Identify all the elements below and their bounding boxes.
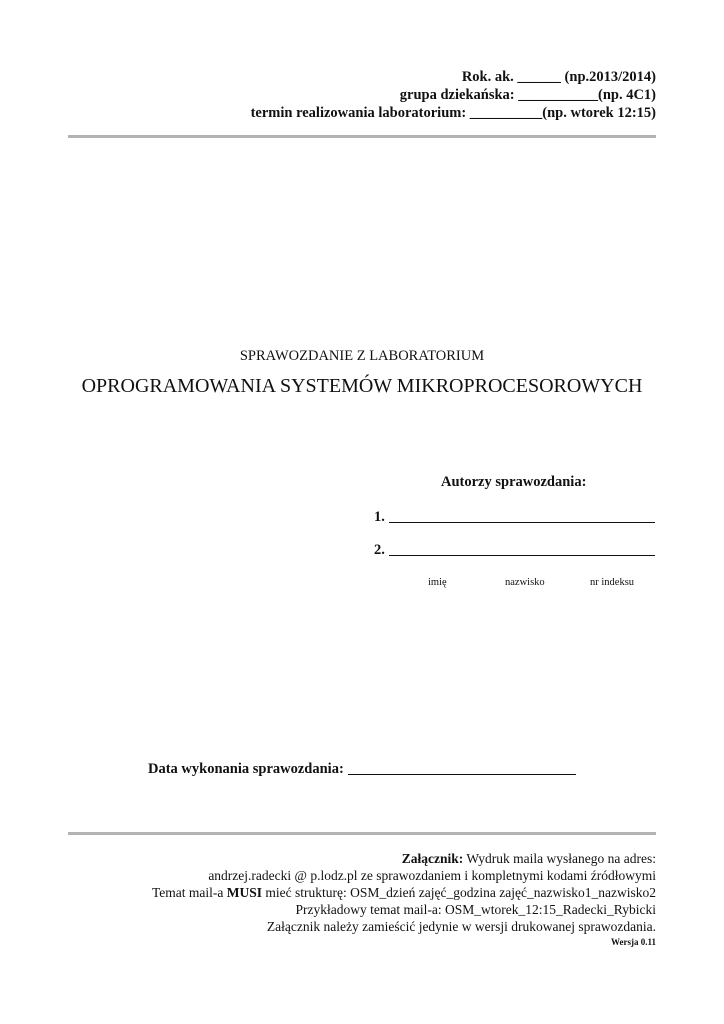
- subject-post: mieć strukturę: OSM_dzień zajęć_godzina zajęć_nazwisko1_nazwisko2: [262, 885, 656, 900]
- attachment-label: Załącznik:: [401, 851, 464, 866]
- example-line: Przykładowy temat mail-a: OSM_wtorek_12:15_Radecki_Rybicki: [295, 902, 656, 917]
- dean-group-line: grupa dziekańska: ___________(np. 4C1): [399, 87, 656, 103]
- subject-pre: Temat mail-a: [151, 885, 227, 900]
- authors-heading: Autorzy sprawozdania:: [441, 474, 587, 490]
- subject-line: [152, 884, 656, 901]
- address-line: andrzej.radecki @ p.lodz.pl ze sprawozdaniem i kompletnymi kodami źródłowymi: [208, 868, 656, 883]
- subject-must: MUSI: [226, 885, 262, 900]
- bottom-divider: [68, 832, 656, 835]
- lab-term-line: termin realizowania laboratorium: __________(np. wtorek 12:15): [250, 105, 656, 121]
- date-field: [148, 760, 576, 778]
- legend-index-number: nr indeksu: [590, 577, 635, 588]
- author-line-1: [374, 508, 655, 526]
- author-blank-line: [389, 508, 655, 523]
- attachment-info: [152, 850, 656, 935]
- attachment-line: [152, 850, 656, 867]
- author-line-2: [374, 541, 655, 559]
- author-blank-line: [389, 541, 655, 556]
- top-divider: [68, 135, 656, 138]
- date-label: Data wykonania sprawozdania:: [148, 761, 344, 777]
- legend-first-name: imię: [428, 577, 447, 588]
- header-info: [251, 68, 656, 122]
- report-title: OPROGRAMOWANIA SYSTEMÓW MIKROPROCESOROWYCH: [81, 375, 643, 397]
- academic-year-line: Rok. ak. ______ (np.2013/2014): [461, 69, 656, 85]
- date-blank-line: [348, 760, 576, 775]
- author-number: 1.: [374, 509, 385, 525]
- note-line: Załącznik należy zamieścić jedynie w wersji drukowanej sprawozdania.: [266, 919, 656, 934]
- version-label: Wersja 0.11: [611, 937, 656, 947]
- report-subtitle: SPRAWOZDANIE Z LABORATORIUM: [239, 348, 485, 364]
- attachment-text: Wydruk maila wysłanego na adres:: [463, 851, 656, 866]
- legend-last-name: nazwisko: [505, 577, 545, 588]
- author-number: 2.: [374, 542, 385, 558]
